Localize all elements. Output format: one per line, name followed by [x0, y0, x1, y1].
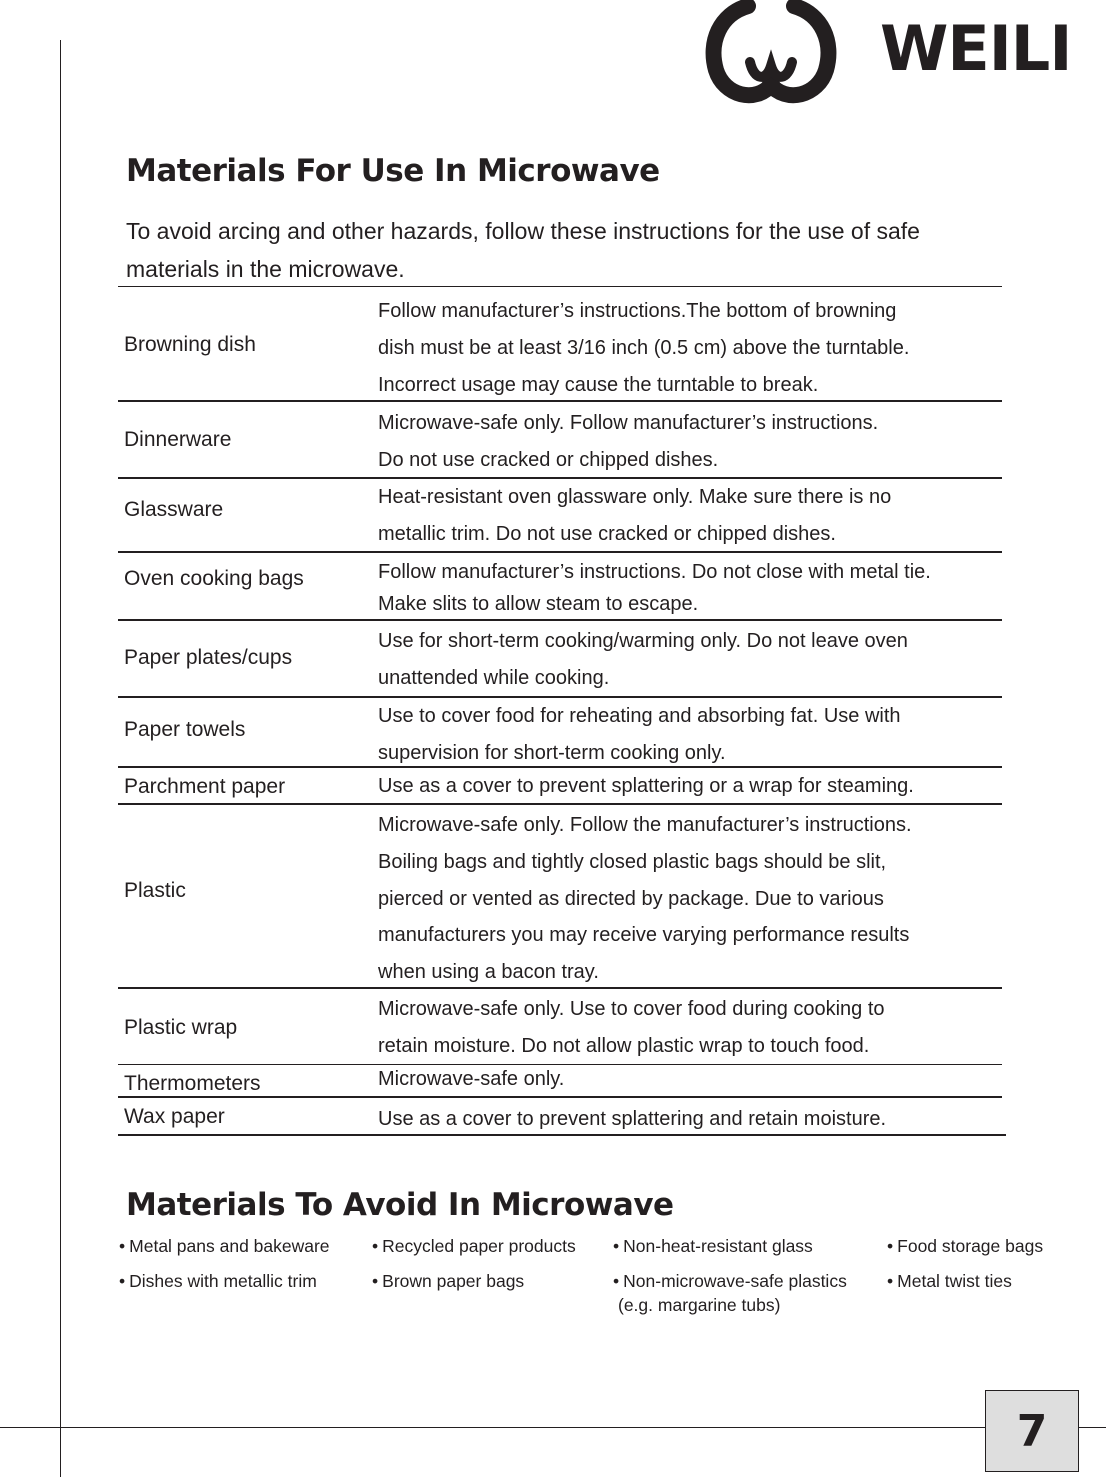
- material-instructions: Microwave-safe only.: [378, 1068, 565, 1090]
- list-item: • Recycled paper products: [372, 1236, 576, 1256]
- material-name: Oven cooking bags: [124, 567, 304, 590]
- material-instructions: Heat-resistant oven glassware only. Make sure there is no metallic trim. Do not use cracked or chipped dishes.: [378, 486, 892, 545]
- material-name: Browning dish: [124, 333, 256, 356]
- list-item-note: (e.g. margarine tubs): [618, 1295, 781, 1315]
- material-instructions: Microwave-safe only. Use to cover food during cooking to retain moisture. Do not allow plastic wrap to touch food.: [378, 998, 885, 1057]
- margin-rule: [60, 40, 61, 1477]
- table-row: [118, 766, 1002, 805]
- weili-logo-icon: [704, 0, 874, 104]
- material-name: Dinnerware: [124, 428, 232, 451]
- page-number: [985, 1390, 1079, 1472]
- table-row: [118, 1096, 1002, 1136]
- table-row: [118, 696, 1002, 768]
- material-instructions: Microwave-safe only. Follow manufacturer’s instructions. Do not use cracked or chipped dishes.: [378, 412, 879, 471]
- table-row: [118, 619, 1002, 698]
- section-title-avoid: Materials To Avoid In Microwave: [126, 1187, 674, 1223]
- list-item: • Non-microwave-safe plastics: [613, 1271, 847, 1291]
- list-item: • Metal twist ties: [887, 1271, 1012, 1291]
- list-item: • Brown paper bags: [372, 1271, 525, 1291]
- list-item: • Dishes with metallic trim: [119, 1271, 317, 1291]
- table-row: [118, 987, 1002, 1066]
- table-bottom-rule: [118, 1134, 1006, 1136]
- page-number-label: 7: [1016, 1405, 1048, 1457]
- material-name: Thermometers: [124, 1072, 261, 1095]
- material-instructions: Use to cover food for reheating and absorbing fat. Use with supervision for short-term cooking only.: [378, 705, 901, 764]
- list-item: • Food storage bags: [887, 1236, 1044, 1256]
- table-row: [118, 551, 1002, 621]
- footer-rule: [0, 1427, 1106, 1428]
- material-instructions: Use as a cover to prevent splattering or a wrap for steaming.: [378, 775, 914, 797]
- table-row: [118, 1064, 1002, 1097]
- material-name: Paper towels: [124, 718, 246, 741]
- material-instructions: Microwave-safe only. Follow the manufacturer’s instructions. Boiling bags and tightly closed plastic bags should be slit, pierced or vented as directed by package. Due to various manufacturers you may receive varying performance results when using a bacon tray.: [378, 814, 912, 984]
- table-row: [118, 477, 1002, 553]
- material-instructions: Follow manufacturer’s instructions.The bottom of browning dish must be at least 3/16 inch (0.5 cm) above the turntable. Incorrect usage may cause the turntable to break.: [378, 300, 910, 396]
- table-row: [118, 286, 1002, 401]
- material-instructions: Use for short-term cooking/warming only. Do not leave oven unattended while cooking.: [378, 630, 908, 689]
- material-name: Plastic wrap: [124, 1016, 238, 1039]
- list-item: • Metal pans and bakeware: [119, 1236, 330, 1256]
- brand-logo: [704, 0, 1104, 104]
- table-row: [118, 400, 1002, 479]
- brand-name: WEILI: [880, 12, 1072, 85]
- list-item: • Non-heat-resistant glass: [613, 1236, 813, 1256]
- material-name: Parchment paper: [124, 775, 286, 798]
- section-title-use: Materials For Use In Microwave: [126, 153, 660, 189]
- material-instructions: Follow manufacturer’s instructions. Do not close with metal tie. Make slits to allow steam to escape.: [378, 561, 931, 615]
- table-row: [118, 803, 1002, 989]
- material-name: Wax paper: [124, 1105, 225, 1128]
- material-name: Plastic: [124, 879, 186, 902]
- intro-text: To avoid arcing and other hazards, follow these instructions for the use of safe materials in the microwave.: [126, 218, 920, 282]
- material-instructions: Use as a cover to prevent splattering and retain moisture.: [378, 1108, 887, 1130]
- material-name: Paper plates/cups: [124, 646, 293, 669]
- material-name: Glassware: [124, 498, 224, 521]
